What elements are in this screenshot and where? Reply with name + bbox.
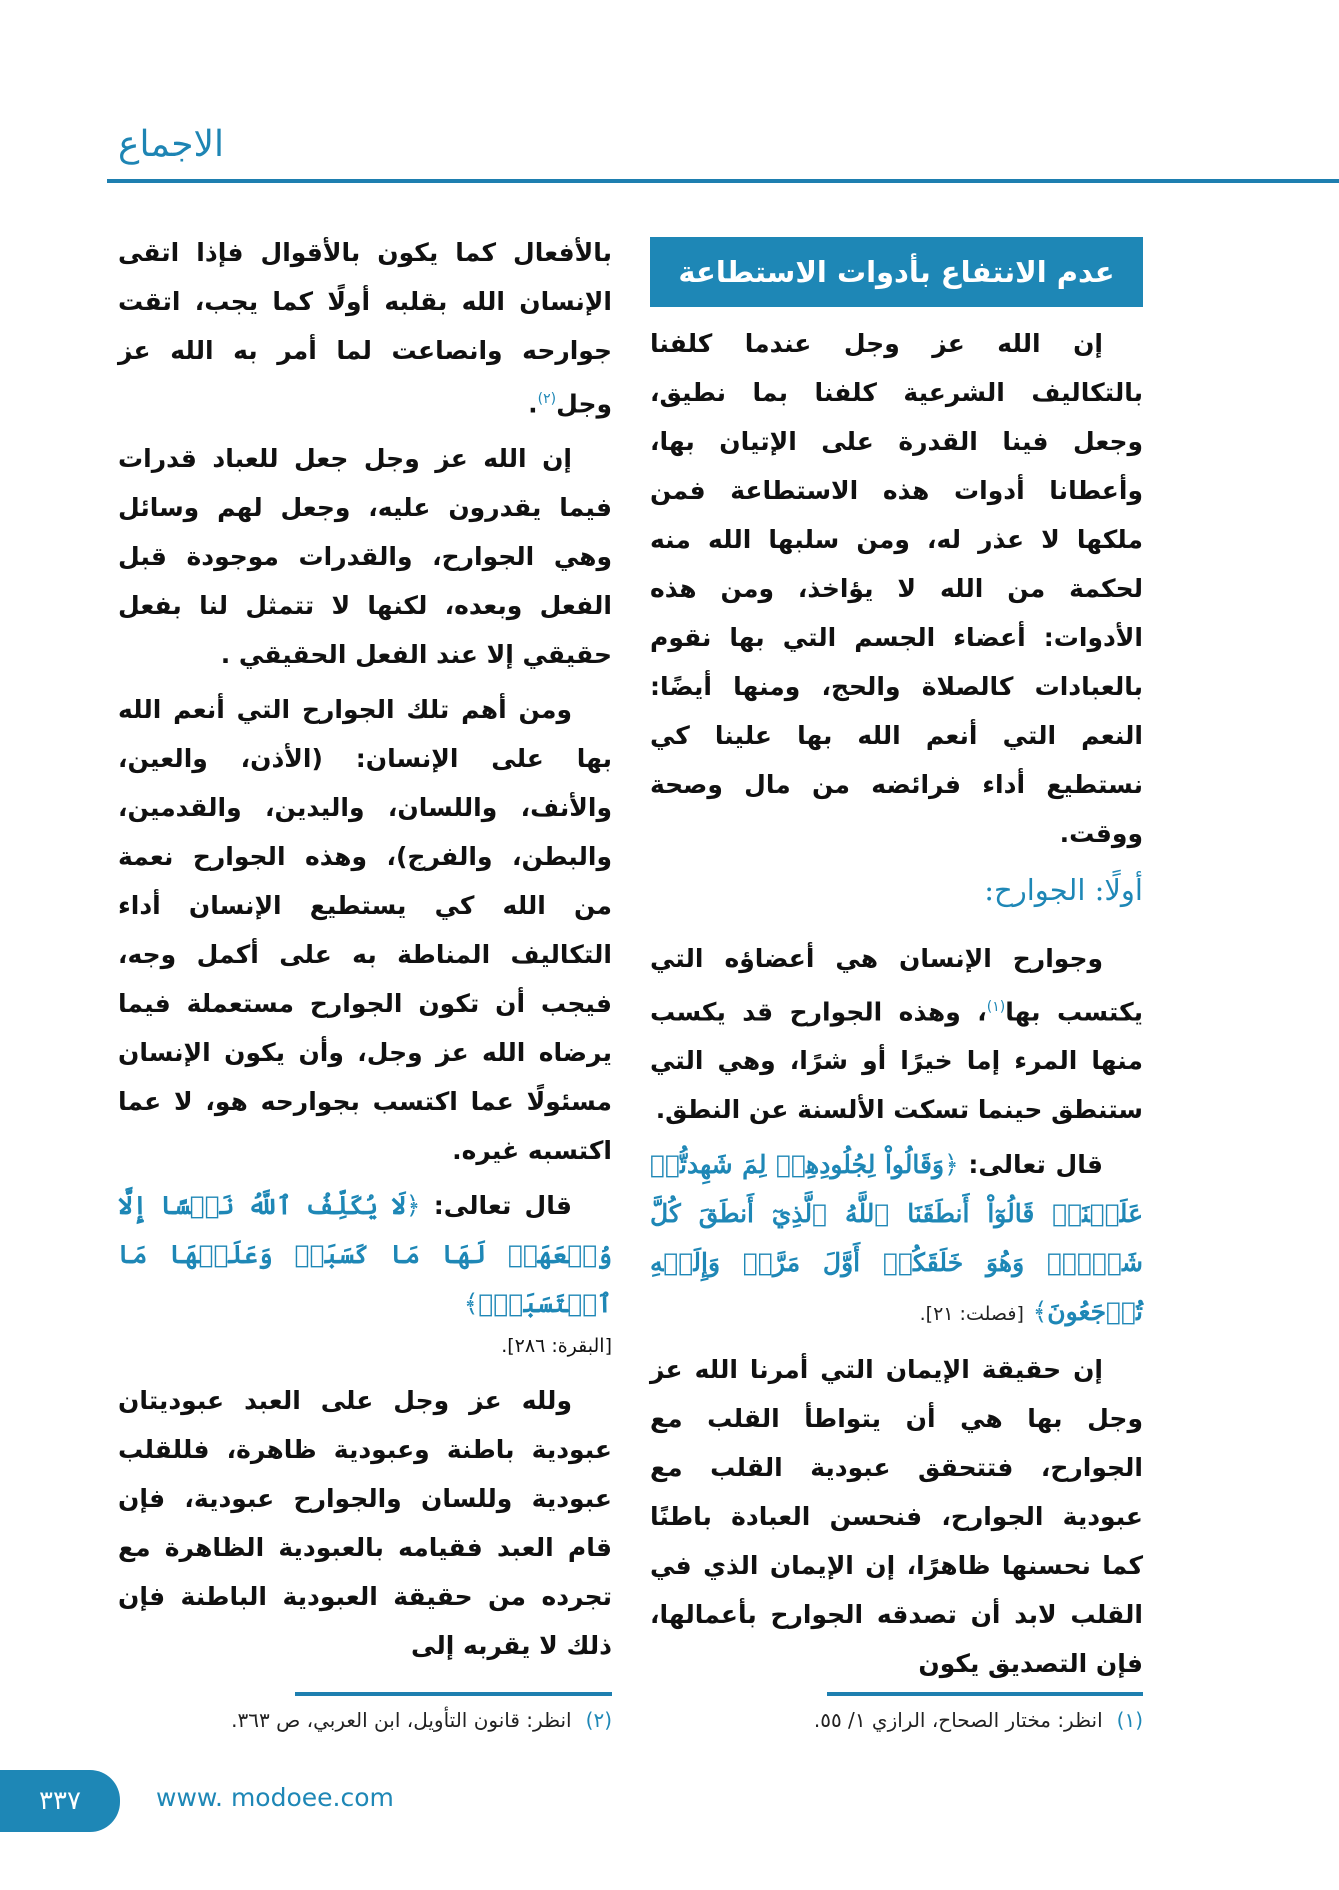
ornate-bracket-close-icon: ﴾ [1032,1297,1048,1327]
footnote [650,1703,1143,1737]
paragraph: إن حقيقة الإيمان التي أمرنا الله عز وجل بها هي أن يتواطأ القلب مع الجوارح، فتتحقق عبودية القلب مع عبودية الجوارح، فنحسن العبادة باطنًا كما نحسنها ظاهرًا، إن الإيمان الذي في القلب لابد أن تصدقه الجوارح بأعمالها، فإن التصديق يكون [650,1355,1143,1679]
footnote-number: (١) [1116,1708,1143,1732]
verse-citation: [فصلت: ٢١]. [919,1303,1024,1326]
footnote-separator [827,1692,1143,1696]
subheading: أولًا: الجوارح: [984,873,1143,907]
paragraph: إن الله عز وجل عندما كلفنا بالتكاليف الشرعية كلفنا بما نطيق، وجعل فينا القدرة على الإتيان بها، وأعطانا أدوات هذه الاستطاعة فمن ملكها لا عذر له، ومن سلبها الله منه لحكمة من الله لا يؤاخذ، ومن هذه الأدوات: أعضاء الجسم التي بها نقوم بالعبادات كالصلاة والحج، ومنها أيضًا: النعم التي أنعم الله بها علينا كي نستطيع أداء فرائضه من مال وصحة ووقت. [650,329,1143,848]
paragraph: إن الله عز وجل جعل للعباد قدرات فيما يقدرون عليه، وجعل لهم وسائل وهي الجوارح، والقدرات موجودة قبل الفعل وبعده، لكنها لا تتمثل لنا بفعل حقيقي إلا عند الفعل الحقيقي . [118,444,612,670]
footnote-number: (٢) [585,1708,612,1732]
running-header-title: الاجماع [118,124,225,165]
paragraph-text: بالأفعال كما يكون بالأقوال فإذا اتقى الإنسان الله بقلبه أولًا كما يجب، اتقت جوارحه وانصاعت لما أمر به الله عز وجل [118,238,612,419]
footnote-text: انظر: قانون التأويل، ابن العربي، ص ٣٦٣. [231,1708,572,1732]
ornate-bracket-open-icon: ﴿ [405,1191,421,1221]
verse-text: وَقَالُواْ لِجُلُودِهِمۡ لِمَ شَهِدتُّمۡ عَلَيۡنَاۖ قَالُوٓاْ أَنطَقَنَا ٱللَّهُ ٱلَّذِيٓ أَنطَقَ كُلَّ شَيۡءٖۚ وَهُوَ خَلَقَكُمۡ أَوَّلَ مَرَّةٖ وَإِلَيۡهِ تُرۡجَعُونَ [650,1150,1143,1327]
website-link[interactable]: www. modoee.com [156,1783,394,1812]
paragraph-text: . [528,389,538,419]
ornate-bracket-open-icon: ﴿ [944,1150,959,1180]
page-number: ٣٣٧ [0,1770,120,1832]
quote-intro: قال تعالى: [968,1150,1103,1180]
paragraph [650,934,1143,1134]
section-title: عدم الانتفاع بأدوات الاستطاعة [650,237,1143,307]
footnote-reference[interactable]: (٢) [537,391,557,407]
paragraph-text: وجوارح الإنسان هي أعضاؤه التي يكتسب بها [650,944,1143,1027]
quote-intro: قال تعالى: [433,1191,572,1221]
verse-text: لَا يُكَلِّفُ ٱللَّهُ نَفۡسًا إِلَّا وُسۡعَهَاۚ لَهَا مَا كَسَبَتۡ وَعَلَيۡهَا مَا ٱكۡتَسَبَتۡۗ [118,1191,612,1319]
ornate-bracket-close-icon: ﴾ [463,1289,479,1319]
paragraph-text: ، وهذه الجوارح قد يكسب منها المرء إما خيرًا أو شرًا، وهي التي ستنطق حينما تسكت الألسنة عن النطق. [650,997,1143,1125]
quran-quote [118,1181,612,1328]
header-rule [107,179,1339,183]
paragraph [118,228,612,428]
footnote-separator [295,1692,612,1696]
right-column [650,237,1143,1694]
footnote-reference[interactable]: (١) [986,999,1006,1015]
footnote [118,1703,612,1737]
paragraph: ولله عز وجل على العبد عبوديتان عبودية باطنة وعبودية ظاهرة، فللقلب عبودية وللسان والجوارح عبودية، فإن قام العبد فقيامه بالعبودية الظاهرة مع تجرده من حقيقة العبودية الباطنة فإن ذلك لا يقربه إلى [118,1386,612,1661]
footnote-text: انظر: مختار الصحاح، الرازي ١/ ٥٥. [813,1708,1103,1732]
left-column [118,228,612,1676]
verse-citation: [البقرة: ٢٨٦]. [501,1335,612,1358]
quran-quote [650,1140,1143,1339]
paragraph: ومن أهم تلك الجوارح التي أنعم الله بها على الإنسان: (الأذن، والعين، والأنف، واللسان، واليدين، والقدمين، والبطن، والفرج)، وهذه الجوارح نعمة من الله كي يستطيع الإنسان أداء التكاليف المناطة به على أكمل وجه، فيجب أن تكون الجوارح مستعملة فيما يرضاه الله عز وجل، وأن يكون الإنسان مسئولًا عما اكتسب بجوارحه هو، لا عما اكتسبه غيره. [118,695,612,1166]
